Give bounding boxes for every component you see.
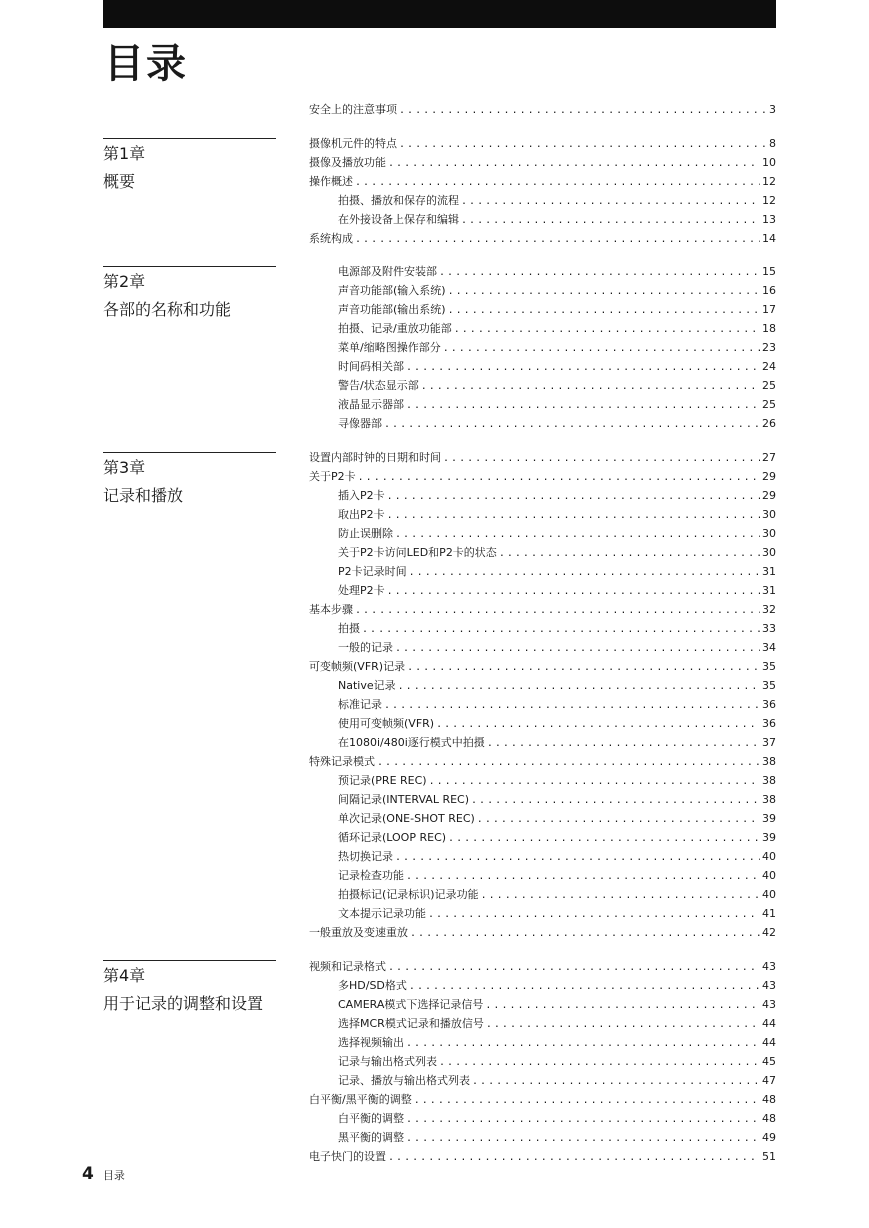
header-bar (103, 0, 776, 28)
toc-entry-label: 记录、播放与输出格式列表 (338, 1074, 470, 1087)
toc-entry-label: 基本步骤 (309, 603, 353, 616)
dot-leader (388, 1148, 760, 1167)
toc-entry-page-number: 14 (762, 232, 776, 245)
toc-entry[interactable] (309, 619, 776, 638)
toc-entry-page-number: 17 (762, 303, 776, 316)
chapter-number: 第2章 (103, 272, 146, 291)
toc-entry-label: CAMERA模式下选择记录信号 (338, 998, 484, 1011)
toc-entry[interactable] (309, 376, 776, 395)
toc-entry-page-number: 35 (762, 660, 776, 673)
dot-leader (406, 1110, 760, 1129)
toc-entry-page-number: 39 (762, 831, 776, 844)
toc-entry-label: 文本提示记录功能 (338, 907, 426, 920)
toc-entry-page-number: 16 (762, 284, 776, 297)
toc-entry-label: 循环记录(LOOP REC) (338, 831, 447, 844)
toc-entry-label: 拍摄、记录/重放功能部 (338, 322, 452, 335)
toc-group-chapter-1 (309, 134, 776, 248)
toc-entry[interactable] (309, 395, 776, 414)
toc-entry-page-number: 42 (762, 926, 776, 939)
dot-leader (387, 582, 760, 601)
toc-entry-page-number: 13 (762, 213, 776, 226)
toc-entry-label: 标准记录 (338, 698, 382, 711)
toc-entry-page-number: 29 (762, 489, 776, 502)
dot-leader (358, 468, 760, 487)
toc-entry[interactable] (309, 191, 776, 210)
toc-entry[interactable] (309, 357, 776, 376)
dot-leader (406, 358, 760, 377)
toc-entry-label: 单次记录(ONE-SHOT REC) (338, 812, 475, 825)
toc-entry-label: Native记录 (338, 679, 396, 692)
toc-entry-page-number: 38 (762, 793, 776, 806)
chapter-number: 第3章 (103, 458, 146, 477)
toc-entry-label: 拍摄标记(记录标识)记录功能 (338, 888, 479, 901)
toc-entry-page-number: 51 (762, 1150, 776, 1163)
toc-entry-page-number: 39 (762, 812, 776, 825)
toc-entry[interactable] (309, 134, 776, 153)
toc-entry[interactable] (309, 262, 776, 281)
toc-entry-label: 寻像器部 (338, 417, 382, 430)
toc-entry[interactable] (309, 210, 776, 229)
toc-entry-label: 热切换记录 (338, 850, 393, 863)
toc-entry-label: 液晶显示器部 (338, 398, 404, 411)
toc-entry[interactable] (309, 524, 776, 543)
dot-leader (406, 867, 760, 886)
dot-leader (429, 772, 760, 791)
toc-entry[interactable] (309, 752, 776, 771)
toc-entry[interactable] (309, 1090, 776, 1109)
dot-leader (439, 263, 760, 282)
chapter-title: 用于记录的调整和设置 (103, 994, 264, 1013)
toc-entry[interactable] (309, 100, 776, 119)
dot-leader (355, 601, 760, 620)
dot-leader (454, 320, 760, 339)
toc-entry-page-number: 25 (762, 398, 776, 411)
toc-entry-page-number: 43 (762, 998, 776, 1011)
toc-entry-label: 可变帧频(VFR)记录 (309, 660, 406, 673)
toc-entry-page-number: 3 (769, 103, 776, 116)
toc-entry[interactable] (309, 828, 776, 847)
dot-leader (428, 905, 760, 924)
toc-entry-page-number: 18 (762, 322, 776, 335)
toc-entry[interactable] (309, 714, 776, 733)
dot-leader (443, 449, 760, 468)
dot-leader (410, 924, 760, 943)
toc-entry-page-number: 12 (762, 194, 776, 207)
toc-entry-page-number: 30 (762, 546, 776, 559)
toc-entry[interactable] (309, 467, 776, 486)
toc-entry-label: 设置内部时钟的日期和时间 (309, 451, 441, 464)
toc-entry[interactable] (309, 904, 776, 923)
toc-entry[interactable] (309, 976, 776, 995)
dot-leader (409, 563, 760, 582)
toc-entry[interactable] (309, 300, 776, 319)
dot-leader (406, 1129, 760, 1148)
toc-entry-page-number: 23 (762, 341, 776, 354)
dot-leader (395, 525, 760, 544)
toc-entry[interactable] (309, 281, 776, 300)
dot-leader (481, 886, 760, 905)
toc-entry-page-number: 38 (762, 774, 776, 787)
toc-entry-page-number: 12 (762, 175, 776, 188)
toc-entry-label: 白平衡的调整 (338, 1112, 404, 1125)
dot-leader (384, 415, 760, 434)
dot-leader (355, 230, 760, 249)
dot-leader (471, 791, 760, 810)
toc-entry-page-number: 40 (762, 850, 776, 863)
footer-label: 目录 (102, 1169, 125, 1182)
dot-leader (443, 339, 760, 358)
dot-leader (395, 848, 760, 867)
toc-entry-page-number: 30 (762, 508, 776, 521)
toc-entry[interactable] (309, 866, 776, 885)
dot-leader (387, 487, 760, 506)
toc-entry-label: 电源部及附件安装部 (338, 265, 437, 278)
toc-entry-page-number: 26 (762, 417, 776, 430)
toc-entry[interactable] (309, 657, 776, 676)
dot-leader (395, 639, 760, 658)
toc-entry[interactable] (309, 505, 776, 524)
toc-entry-label: 选择视频输出 (338, 1036, 404, 1049)
toc-entry[interactable] (309, 414, 776, 433)
dot-leader (487, 734, 760, 753)
footer-page-number: 4 (82, 1164, 94, 1184)
toc-entry[interactable] (309, 847, 776, 866)
toc-entry[interactable] (309, 486, 776, 505)
toc-entry[interactable] (309, 1109, 776, 1128)
toc-entry-label: 插入P2卡 (338, 489, 385, 502)
toc-entry-label: 时间码相关部 (338, 360, 404, 373)
toc-entry[interactable] (309, 790, 776, 809)
toc-entry-label: 防止误删除 (338, 527, 393, 540)
dot-leader (448, 829, 760, 848)
toc-entry-page-number: 44 (762, 1036, 776, 1049)
toc-entry[interactable] (309, 1147, 776, 1166)
toc-entry-page-number: 35 (762, 679, 776, 692)
toc-entry-page-number: 44 (762, 1017, 776, 1030)
toc-entry[interactable] (309, 957, 776, 976)
toc-entry[interactable] (309, 153, 776, 172)
toc-entry-page-number: 49 (762, 1131, 776, 1144)
toc-entry-page-number: 31 (762, 584, 776, 597)
toc-entry[interactable] (309, 562, 776, 581)
toc-entry-label: 拍摄 (338, 622, 360, 635)
dot-leader (355, 173, 760, 192)
toc-entry-label: 多HD/SD格式 (338, 979, 407, 992)
toc-entry[interactable] (309, 733, 776, 752)
toc-entry-label: 白平衡/黑平衡的调整 (309, 1093, 412, 1106)
toc-entry-page-number: 48 (762, 1093, 776, 1106)
dot-leader (399, 101, 767, 120)
chapter-number: 第4章 (103, 966, 146, 985)
chapter-2-heading (103, 266, 276, 320)
toc-entry-page-number: 29 (762, 470, 776, 483)
chapter-title: 概要 (103, 172, 136, 191)
dot-leader (388, 958, 760, 977)
dot-leader (421, 377, 760, 396)
toc-group-intro (309, 100, 776, 119)
dot-leader (406, 396, 760, 415)
toc-entry[interactable] (309, 771, 776, 790)
toc-group-chapter-3 (309, 448, 776, 942)
toc-entry[interactable] (309, 1128, 776, 1147)
toc-entry[interactable] (309, 1014, 776, 1033)
toc-entry-label: 处理P2卡 (338, 584, 385, 597)
toc-entry-page-number: 36 (762, 717, 776, 730)
toc-entry-page-number: 45 (762, 1055, 776, 1068)
toc-entry-label: 摄像及播放功能 (309, 156, 386, 169)
dot-leader (448, 282, 760, 301)
dot-leader (461, 211, 760, 230)
toc-entry-label: 视频和记录格式 (309, 960, 386, 973)
toc-entry-page-number: 15 (762, 265, 776, 278)
toc-entry-page-number: 34 (762, 641, 776, 654)
toc-entry[interactable] (309, 1033, 776, 1052)
toc-entry-label: 拍摄、播放和保存的流程 (338, 194, 459, 207)
chapter-title: 记录和播放 (103, 486, 184, 505)
toc-entry[interactable] (309, 229, 776, 248)
toc-entry-label: 黑平衡的调整 (338, 1131, 404, 1144)
toc-entry-page-number: 40 (762, 888, 776, 901)
dot-leader (448, 301, 760, 320)
toc-entry[interactable] (309, 1052, 776, 1071)
toc-entry-label: 菜单/缩略图操作部分 (338, 341, 441, 354)
dot-leader (398, 677, 760, 696)
toc-entry[interactable] (309, 695, 776, 714)
toc-entry-label: P2卡记录时间 (338, 565, 407, 578)
toc-entry-label: 记录检查功能 (338, 869, 404, 882)
toc-entry-page-number: 43 (762, 979, 776, 992)
toc-entry-page-number: 31 (762, 565, 776, 578)
toc-entry-label: 声音功能部(输出系统) (338, 303, 446, 316)
dot-leader (409, 977, 760, 996)
toc-entry-label: 声音功能部(输入系统) (338, 284, 446, 297)
toc-entry[interactable] (309, 1071, 776, 1090)
toc-entry[interactable] (309, 581, 776, 600)
dot-leader (362, 620, 760, 639)
toc-entry-label: 电子快门的设置 (309, 1150, 386, 1163)
toc-entry-page-number: 8 (769, 137, 776, 150)
dot-leader (436, 715, 760, 734)
page-footer (82, 1164, 125, 1184)
dot-leader (472, 1072, 760, 1091)
toc-entry-page-number: 27 (762, 451, 776, 464)
dot-leader (414, 1091, 760, 1110)
toc-entry[interactable] (309, 338, 776, 357)
toc-entry-page-number: 32 (762, 603, 776, 616)
toc-entry[interactable] (309, 172, 776, 191)
dot-leader (486, 1015, 760, 1034)
toc-entry-label: 警告/状态显示部 (338, 379, 419, 392)
dot-leader (388, 154, 760, 173)
toc-entry[interactable] (309, 809, 776, 828)
dot-leader (399, 135, 767, 154)
toc-entry-label: 间隔记录(INTERVAL REC) (338, 793, 470, 806)
toc-entry-label: 特殊记录模式 (309, 755, 375, 768)
toc-entry[interactable] (309, 319, 776, 338)
toc-entry-label: 关于P2卡 (309, 470, 356, 483)
toc-entry-label: 在1080i/480i逐行模式中拍摄 (338, 736, 485, 749)
toc-entry-label: 预记录(PRE REC) (338, 774, 427, 787)
toc-entry-label: 操作概述 (309, 175, 353, 188)
toc-entry-page-number: 30 (762, 527, 776, 540)
toc-entry-label: 关于P2卡访问LED和P2卡的状态 (338, 546, 497, 559)
toc-entry-label: 使用可变帧频(VFR) (338, 717, 435, 730)
dot-leader (406, 1034, 760, 1053)
toc-entry-page-number: 43 (762, 960, 776, 973)
chapter-4-heading (103, 960, 276, 1014)
dot-leader (384, 696, 760, 715)
toc-entry-label: 摄像机元件的特点 (309, 137, 397, 150)
toc-entry-label: 选择MCR模式记录和播放信号 (338, 1017, 484, 1030)
toc-entry[interactable] (309, 885, 776, 904)
toc-entry-label: 在外接设备上保存和编辑 (338, 213, 459, 226)
chapter-1-heading (103, 138, 276, 192)
toc-entry-page-number: 37 (762, 736, 776, 749)
dot-leader (407, 658, 760, 677)
toc-entry-page-number: 36 (762, 698, 776, 711)
toc-entry-page-number: 41 (762, 907, 776, 920)
toc-entry[interactable] (309, 638, 776, 657)
page-title: 目录 (104, 41, 188, 87)
toc-entry[interactable] (309, 923, 776, 942)
toc-entry[interactable] (309, 995, 776, 1014)
toc-group-chapter-4 (309, 957, 776, 1166)
toc-entry-page-number: 25 (762, 379, 776, 392)
toc-entry-label: 一般重放及变速重放 (309, 926, 408, 939)
toc-entry-label: 安全上的注意事项 (309, 103, 397, 116)
toc-entry-page-number: 10 (762, 156, 776, 169)
toc-entry-label: 取出P2卡 (338, 508, 385, 521)
dot-leader (377, 753, 760, 772)
dot-leader (477, 810, 760, 829)
dot-leader (387, 506, 760, 525)
toc-entry-label: 系统构成 (309, 232, 353, 245)
toc-entry-page-number: 40 (762, 869, 776, 882)
chapter-number: 第1章 (103, 144, 146, 163)
dot-leader (485, 996, 760, 1015)
dot-leader (439, 1053, 760, 1072)
toc-entry-page-number: 47 (762, 1074, 776, 1087)
toc-entry-label: 一般的记录 (338, 641, 393, 654)
toc-entry[interactable] (309, 600, 776, 619)
toc-entry[interactable] (309, 448, 776, 467)
toc-entry-page-number: 48 (762, 1112, 776, 1125)
chapter-title: 各部的名称和功能 (103, 300, 232, 319)
toc-entry-page-number: 24 (762, 360, 776, 373)
chapter-3-heading (103, 452, 276, 506)
toc-entry-page-number: 33 (762, 622, 776, 635)
toc-group-chapter-2 (309, 262, 776, 433)
dot-leader (499, 544, 760, 563)
toc-entry-page-number: 38 (762, 755, 776, 768)
dot-leader (461, 192, 760, 211)
toc-entry[interactable] (309, 676, 776, 695)
toc-entry[interactable] (309, 543, 776, 562)
toc-entry-label: 记录与输出格式列表 (338, 1055, 437, 1068)
